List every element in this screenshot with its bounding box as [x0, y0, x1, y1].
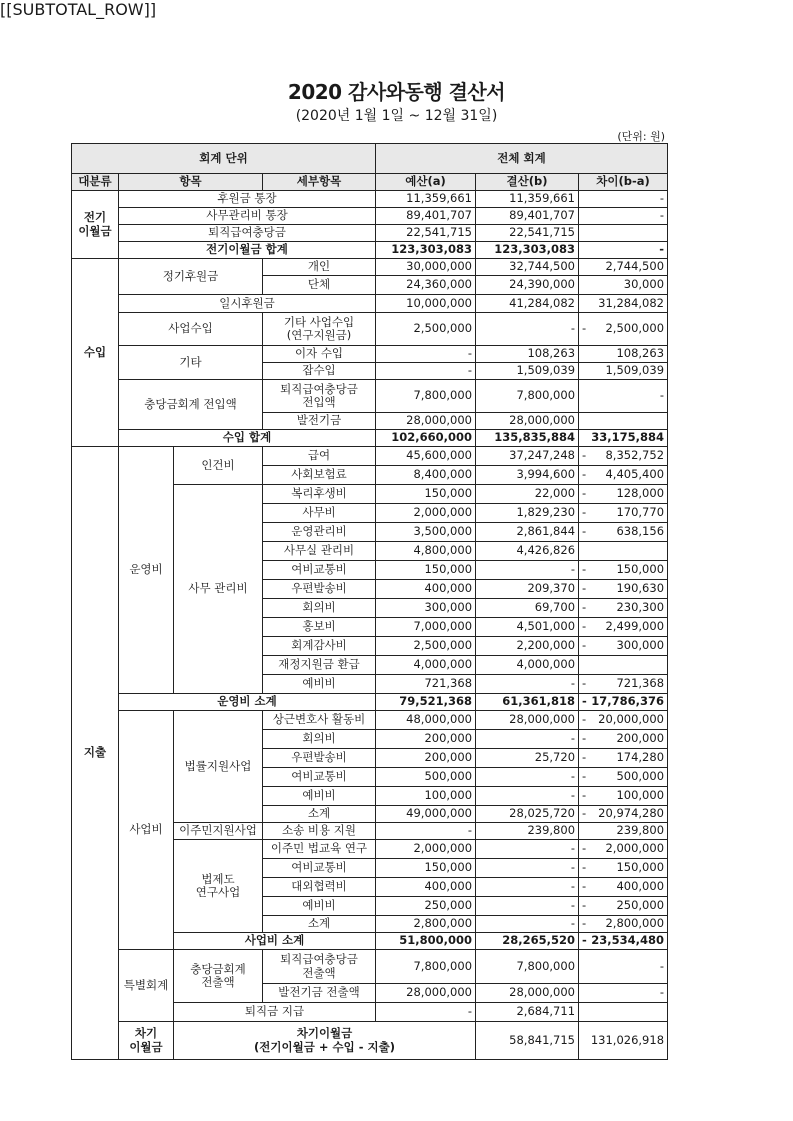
difference-value: 230,300 — [616, 600, 665, 615]
difference-cell: 2,744,500 — [579, 259, 668, 276]
item-label: 전기이월금 합계 — [119, 242, 376, 259]
negative-sign: - — [582, 694, 587, 709]
subitem-label: 우편발송비 — [263, 749, 376, 768]
header-accounting-unit: 회계 단위 — [72, 144, 376, 174]
table-row — [72, 380, 668, 413]
negative-sign: - — [582, 750, 587, 765]
settlement-cell: 24,390,000 — [476, 276, 579, 295]
table-row — [72, 295, 668, 313]
settlement-cell: 1,509,039 — [476, 363, 579, 380]
subitem-label: 대외협력비 — [263, 878, 376, 897]
difference-value: 4,405,400 — [605, 467, 665, 482]
difference-cell — [579, 787, 668, 806]
settlement-cell: 4,000,000 — [476, 656, 579, 675]
negative-sign: - — [582, 486, 587, 501]
document-period: (2020년 1월 1일 ~ 12월 31일) — [295, 108, 498, 124]
header-group-row — [72, 144, 668, 174]
subitem-label: 여비교통비 — [263, 859, 376, 878]
subtotal-row — [72, 694, 668, 711]
budget-cell: 3,500,000 — [376, 523, 476, 542]
settlement-cell: - — [476, 768, 579, 787]
negative-sign: - — [582, 581, 587, 596]
difference-cell — [579, 933, 668, 950]
difference-value: 721,368 — [616, 676, 665, 691]
budget-cell: 49,000,000 — [376, 806, 476, 823]
subitem-label: 소계 — [263, 806, 376, 823]
category-prev-balance: 전기 이월금 — [72, 191, 119, 259]
budget-cell: 11,359,661 — [376, 191, 476, 208]
budget-cell: 2,800,000 — [376, 916, 476, 933]
settlement-cell: 89,401,707 — [476, 208, 579, 225]
difference-cell: 31,284,082 — [579, 295, 668, 313]
difference-cell: - — [579, 208, 668, 225]
budget-cell: 721,368 — [376, 675, 476, 694]
difference-cell — [579, 711, 668, 730]
budget-cell: 45,600,000 — [376, 447, 476, 466]
subitem-label: 사회보험료 — [263, 466, 376, 485]
settlement-cell: - — [476, 859, 579, 878]
table-row — [72, 313, 668, 346]
difference-value: 150,000 — [616, 860, 665, 875]
subitem-label: 복리후생비 — [263, 485, 376, 504]
settlement-cell: 7,800,000 — [476, 380, 579, 413]
settlement-cell: 108,263 — [476, 346, 579, 363]
difference-value: 20,000,000 — [598, 712, 665, 727]
budget-cell: 250,000 — [376, 897, 476, 916]
negative-sign: - — [582, 731, 587, 746]
settlement-cell: 131,026,918 — [579, 1022, 668, 1060]
difference-value: 128,000 — [616, 486, 665, 501]
difference-cell — [579, 542, 668, 561]
subitem-label: 발전기금 전출액 — [263, 984, 376, 1003]
item-label: 사업비 소계 — [174, 933, 376, 950]
difference-cell — [579, 637, 668, 656]
budget-cell: 22,541,715 — [376, 225, 476, 242]
item-label: 사업수입 — [119, 313, 263, 346]
subitem-label: 급여 — [263, 447, 376, 466]
difference-value: 17,786,376 — [591, 694, 665, 709]
subitem-label: 이자 수입 — [263, 346, 376, 363]
budget-cell: 200,000 — [376, 730, 476, 749]
budget-cell: 48,000,000 — [376, 711, 476, 730]
settlement-cell: - — [476, 897, 579, 916]
difference-value: 239,800 — [616, 823, 665, 838]
difference-cell — [579, 523, 668, 542]
budget-cell: - — [376, 363, 476, 380]
unit-note: (단위: 원) — [617, 130, 665, 143]
difference-cell — [579, 823, 668, 840]
difference-cell — [579, 580, 668, 599]
negative-sign: - — [582, 916, 587, 931]
difference-cell — [579, 656, 668, 675]
difference-cell — [579, 618, 668, 637]
header-category: 대분류 — [72, 174, 119, 191]
negative-sign: - — [582, 562, 587, 577]
group-projects: 사업비 — [119, 711, 174, 950]
table-row — [72, 711, 668, 730]
item-label: 기타 — [119, 346, 263, 380]
header-columns-row — [72, 174, 668, 191]
negative-sign: - — [582, 638, 587, 653]
settlement-cell: 37,247,248 — [476, 447, 579, 466]
item-label: 퇴직급여충당금 — [119, 225, 376, 242]
subitem-label: 잡수입 — [263, 363, 376, 380]
negative-sign: - — [582, 505, 587, 520]
header-subitem: 세부항목 — [263, 174, 376, 191]
difference-cell — [579, 694, 668, 711]
subitem-label: 단체 — [263, 276, 376, 295]
difference-value: 2,800,000 — [605, 916, 665, 931]
difference-value: 150,000 — [616, 562, 665, 577]
subitem-label: 이주민 법교육 연구 — [263, 840, 376, 859]
budget-cell: 2,000,000 — [376, 840, 476, 859]
settlement-cell: - — [476, 787, 579, 806]
difference-value: 200,000 — [616, 731, 665, 746]
budget-cell: 7,000,000 — [376, 618, 476, 637]
settlement-cell: 25,720 — [476, 749, 579, 768]
header-item: 항목 — [119, 174, 263, 191]
budget-cell: 4,000,000 — [376, 656, 476, 675]
settlement-cell: 28,000,000 — [476, 984, 579, 1003]
item-label: 법제도 연구사업 — [174, 840, 263, 933]
difference-cell: - — [579, 191, 668, 208]
difference-value: 2,499,000 — [605, 619, 665, 634]
item-label: 인건비 — [174, 447, 263, 485]
difference-value: 190,630 — [616, 581, 665, 596]
subitem-label: 소계 — [263, 916, 376, 933]
difference-value: 23,534,480 — [591, 933, 665, 948]
header-difference: 차이(b-a) — [579, 174, 668, 191]
settlement-cell: 28,000,000 — [476, 711, 579, 730]
negative-sign: - — [582, 448, 587, 463]
subitem-label: 사무실 관리비 — [263, 542, 376, 561]
difference-cell — [579, 485, 668, 504]
item-label: 후원금 통장 — [119, 191, 376, 208]
subitem-label: 소송 비용 지원 — [263, 823, 376, 840]
subitem-label: 예비비 — [263, 897, 376, 916]
negative-sign: - — [582, 933, 587, 948]
budget-cell: 200,000 — [376, 749, 476, 768]
category-income: 수입 — [72, 259, 119, 447]
subitem-label: 기타 사업수입 (연구지원금) — [263, 313, 376, 346]
budget-cell: 150,000 — [376, 485, 476, 504]
difference-cell: 108,263 — [579, 346, 668, 363]
budget-cell: 400,000 — [376, 580, 476, 599]
difference-cell — [579, 897, 668, 916]
difference-cell — [579, 749, 668, 768]
difference-cell — [579, 599, 668, 618]
difference-cell — [579, 466, 668, 485]
budget-cell: 28,000,000 — [376, 413, 476, 430]
subitem-label: 개인 — [263, 259, 376, 276]
subitem-label: 사무비 — [263, 504, 376, 523]
negative-sign: - — [582, 467, 587, 482]
settlement-cell: - — [476, 313, 579, 346]
negative-sign: - — [582, 841, 587, 856]
item-label: 일시후원금 — [119, 295, 376, 313]
budget-cell: 2,000,000 — [376, 504, 476, 523]
subtotal-row — [72, 430, 668, 447]
budget-cell: 51,800,000 — [376, 933, 476, 950]
difference-value: 300,000 — [616, 638, 665, 653]
settlement-cell: 28,265,520 — [476, 933, 579, 950]
difference-cell: 33,175,884 — [579, 430, 668, 447]
budget-cell: 150,000 — [376, 859, 476, 878]
subitem-label: 재정지원금 환급 — [263, 656, 376, 675]
settlement-cell: 209,370 — [476, 580, 579, 599]
settlement-cell: 11,359,661 — [476, 191, 579, 208]
budget-cell: 8,400,000 — [376, 466, 476, 485]
difference-value: 8,352,752 — [605, 448, 665, 463]
difference-cell — [579, 313, 668, 346]
settlement-cell: 123,303,083 — [476, 242, 579, 259]
settlement-cell: - — [476, 675, 579, 694]
negative-sign: - — [582, 898, 587, 913]
category-next-balance: 차기 이월금 — [119, 1022, 174, 1060]
item-label: 충당금회계 전출액 — [174, 950, 263, 1003]
item-label: 법률지원사업 — [174, 711, 263, 823]
settlement-table — [71, 143, 668, 1060]
subitem-label: 예비비 — [263, 675, 376, 694]
subitem-label: 발전기금 — [263, 413, 376, 430]
difference-cell — [579, 1003, 668, 1022]
difference-value: 2,000,000 — [605, 841, 665, 856]
negative-sign: - — [582, 712, 587, 727]
difference-cell: - — [579, 242, 668, 259]
difference-value: 174,280 — [616, 750, 665, 765]
budget-cell: 89,401,707 — [376, 208, 476, 225]
settlement-cell: 22,000 — [476, 485, 579, 504]
difference-cell — [579, 806, 668, 823]
negative-sign: - — [582, 879, 587, 894]
difference-cell — [579, 504, 668, 523]
settlement-cell: - — [476, 561, 579, 580]
item-label: 충당금회계 전입액 — [119, 380, 263, 430]
negative-sign: - — [582, 524, 587, 539]
table-row — [72, 950, 668, 984]
difference-cell: - — [579, 984, 668, 1003]
group-operating: 운영비 — [119, 447, 174, 694]
table-row — [72, 191, 668, 208]
budget-cell: 150,000 — [376, 561, 476, 580]
header-settlement: 결산(b) — [476, 174, 579, 191]
difference-cell — [579, 413, 668, 430]
subitem-label: 여비교통비 — [263, 561, 376, 580]
item-label: 정기후원금 — [119, 259, 263, 295]
negative-sign: - — [582, 619, 587, 634]
subitem-label: 회의비 — [263, 730, 376, 749]
settlement-cell: 61,361,818 — [476, 694, 579, 711]
settlement-cell: 3,994,600 — [476, 466, 579, 485]
negative-sign: - — [582, 788, 587, 803]
negative-sign: - — [582, 769, 587, 784]
document-title: 2020 감사와동행 결산서 — [287, 80, 506, 104]
difference-cell — [579, 859, 668, 878]
difference-cell — [579, 768, 668, 787]
budget-cell: 10,000,000 — [376, 295, 476, 313]
category-expense: 지출 — [72, 447, 119, 1060]
difference-value: 250,000 — [616, 898, 665, 913]
header-total-accounts: 전체 회계 — [376, 144, 668, 174]
difference-cell: 1,509,039 — [579, 363, 668, 380]
settlement-cell: 28,000,000 — [476, 413, 579, 430]
subitem-label: 상근변호사 활동비 — [263, 711, 376, 730]
settlement-cell: 22,541,715 — [476, 225, 579, 242]
settlement-cell: 28,025,720 — [476, 806, 579, 823]
settlement-cell: 32,744,500 — [476, 259, 579, 276]
difference-value: 400,000 — [616, 879, 665, 894]
difference-cell: 30,000 — [579, 276, 668, 295]
settlement-cell: 2,684,711 — [476, 1003, 579, 1022]
subitem-label: 회의비 — [263, 599, 376, 618]
table-row — [72, 259, 668, 276]
table-row — [72, 208, 668, 225]
settlement-cell: - — [476, 878, 579, 897]
item-label: 이주민지원사업 — [174, 823, 263, 840]
budget-cell: 4,800,000 — [376, 542, 476, 561]
settlement-cell: - — [476, 840, 579, 859]
difference-cell — [579, 225, 668, 242]
item-label: 사무관리비 통장 — [119, 208, 376, 225]
budget-cell: 300,000 — [376, 599, 476, 618]
subitem-label: 퇴직급여충당금 전입액 — [263, 380, 376, 413]
subitem-label: 예비비 — [263, 787, 376, 806]
difference-value: 638,156 — [616, 524, 665, 539]
budget-cell: - — [376, 346, 476, 363]
budget-cell: 58,841,715 — [476, 1022, 579, 1060]
item-label: 운영비 소계 — [119, 694, 376, 711]
budget-cell: 2,500,000 — [376, 637, 476, 656]
subitem-label: 운영관리비 — [263, 523, 376, 542]
difference-value: 100,000 — [616, 788, 665, 803]
budget-cell: 28,000,000 — [376, 984, 476, 1003]
settlement-cell: 69,700 — [476, 599, 579, 618]
difference-cell — [579, 916, 668, 933]
item-label: 차기이월금 (전기이월금 + 수입 - 지출) — [174, 1022, 476, 1060]
budget-cell: 400,000 — [376, 878, 476, 897]
difference-value: 20,974,280 — [598, 806, 665, 821]
negative-sign: - — [582, 676, 587, 691]
settlement-cell: - — [476, 730, 579, 749]
difference-value: 170,770 — [616, 505, 665, 520]
item-label: 사무 관리비 — [174, 485, 263, 694]
budget-cell: 100,000 — [376, 787, 476, 806]
settlement-cell: 4,426,826 — [476, 542, 579, 561]
budget-cell: 24,360,000 — [376, 276, 476, 295]
difference-cell — [579, 878, 668, 897]
budget-cell: 102,660,000 — [376, 430, 476, 447]
budget-cell: 7,800,000 — [376, 950, 476, 984]
negative-sign: - — [582, 806, 587, 821]
budget-cell: 79,521,368 — [376, 694, 476, 711]
difference-value: 2,500,000 — [605, 321, 665, 336]
settlement-cell: 1,829,230 — [476, 504, 579, 523]
subitem-label: 홍보비 — [263, 618, 376, 637]
budget-cell: 30,000,000 — [376, 259, 476, 276]
negative-sign: - — [582, 860, 587, 875]
difference-cell — [579, 447, 668, 466]
subtotal-row — [72, 242, 668, 259]
settlement-cell: 239,800 — [476, 823, 579, 840]
settlement-cell: 7,800,000 — [476, 950, 579, 984]
difference-value: 500,000 — [616, 769, 665, 784]
settlement-cell: 135,835,884 — [476, 430, 579, 447]
difference-cell — [579, 840, 668, 859]
difference-cell: - — [579, 380, 668, 413]
settlement-cell: 4,501,000 — [476, 618, 579, 637]
budget-cell: - — [376, 823, 476, 840]
settlement-cell: - — [476, 916, 579, 933]
subitem-label: 우편발송비 — [263, 580, 376, 599]
settlement-cell: 2,200,000 — [476, 637, 579, 656]
difference-cell — [579, 730, 668, 749]
budget-cell: 2,500,000 — [376, 313, 476, 346]
table-row — [72, 447, 668, 466]
difference-cell — [579, 561, 668, 580]
grand-total-row — [72, 1022, 668, 1060]
subitem-label: 여비교통비 — [263, 768, 376, 787]
group-special: 특별회계 — [119, 950, 174, 1022]
settlement-cell: 41,284,082 — [476, 295, 579, 313]
table-row — [72, 346, 668, 363]
item-label: 수입 합계 — [119, 430, 376, 447]
budget-cell: 123,303,083 — [376, 242, 476, 259]
budget-cell: 7,800,000 — [376, 380, 476, 413]
budget-cell: - — [376, 1003, 476, 1022]
table-row — [72, 225, 668, 242]
negative-sign: - — [582, 321, 587, 336]
difference-cell: - — [579, 950, 668, 984]
header-budget: 예산(a) — [376, 174, 476, 191]
budget-cell: 500,000 — [376, 768, 476, 787]
subitem-label: 퇴직급여충당금 전출액 — [263, 950, 376, 984]
subitem-label: 회계감사비 — [263, 637, 376, 656]
settlement-cell: 2,861,844 — [476, 523, 579, 542]
difference-cell — [579, 675, 668, 694]
negative-sign: - — [582, 600, 587, 615]
item-label: 퇴직금 지급 — [174, 1003, 376, 1022]
